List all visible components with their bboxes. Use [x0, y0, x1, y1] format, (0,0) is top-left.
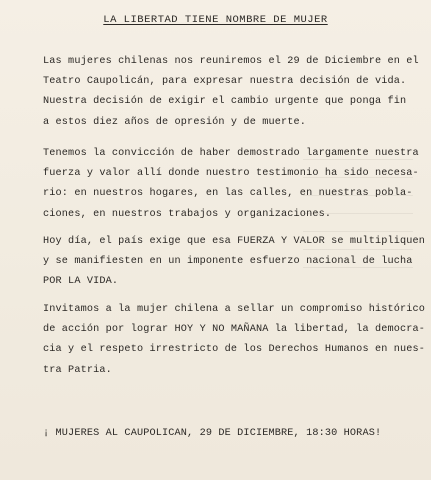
paragraph-line: Tenemos la convicción de haber demostrado largamente nuestra — [43, 148, 419, 159]
document-title — [0, 14, 431, 26]
paragraph-line: de acción por lograr HOY Y NO MAÑANA la libertad, la democra- — [43, 324, 426, 336]
paragraph-4 — [43, 300, 425, 381]
document-title-text: LA LIBERTAD TIENE NOMBRE DE MUJER — [103, 14, 328, 26]
paragraph-line: Nuestra decisión de exigir el cambio urgente que ponga fin — [43, 96, 407, 108]
paragraph-3 — [43, 232, 425, 293]
paragraph-1 — [43, 52, 425, 133]
closing-announcement: ¡ MUJERES AL CAUPOLICAN, 29 DE DICIEMBRE, 18:30 HORAS! — [43, 428, 382, 439]
paragraph-2 — [43, 144, 425, 225]
paragraph-line: y se manifiesten en un imponente esfuerzo nacional de lucha — [43, 256, 413, 268]
paragraph-line: Hoy día, el país exige que esa FUERZA Y VALOR se multipliquen — [43, 236, 426, 247]
paragraph-line: POR LA VIDA. — [43, 276, 119, 288]
paragraph-line: ciones, en nuestros trabajos y organizaciones. — [43, 208, 332, 220]
paragraph-line: a estos diez años de opresión y de muerte. — [43, 116, 307, 128]
paragraph-line: fuerza y valor allí donde nuestro testimonio ha sido necesa- — [43, 168, 419, 180]
paragraph-line: tra Patria. — [43, 364, 112, 376]
paragraph-line: cia y el respeto irrestricto de los Derechos Humanos en nues- — [43, 344, 426, 356]
paragraph-line: rio: en nuestros hogares, en las calles, en nuestras pobla- — [43, 188, 413, 200]
paragraph-line: Las mujeres chilenas nos reuniremos el 29 de Diciembre en el — [43, 56, 419, 67]
paragraph-line: Teatro Caupolicán, para expresar nuestra decisión de vida. — [43, 76, 407, 88]
paragraph-line: Invitamos a la mujer chilena a sellar un compromiso histórico — [43, 304, 426, 315]
